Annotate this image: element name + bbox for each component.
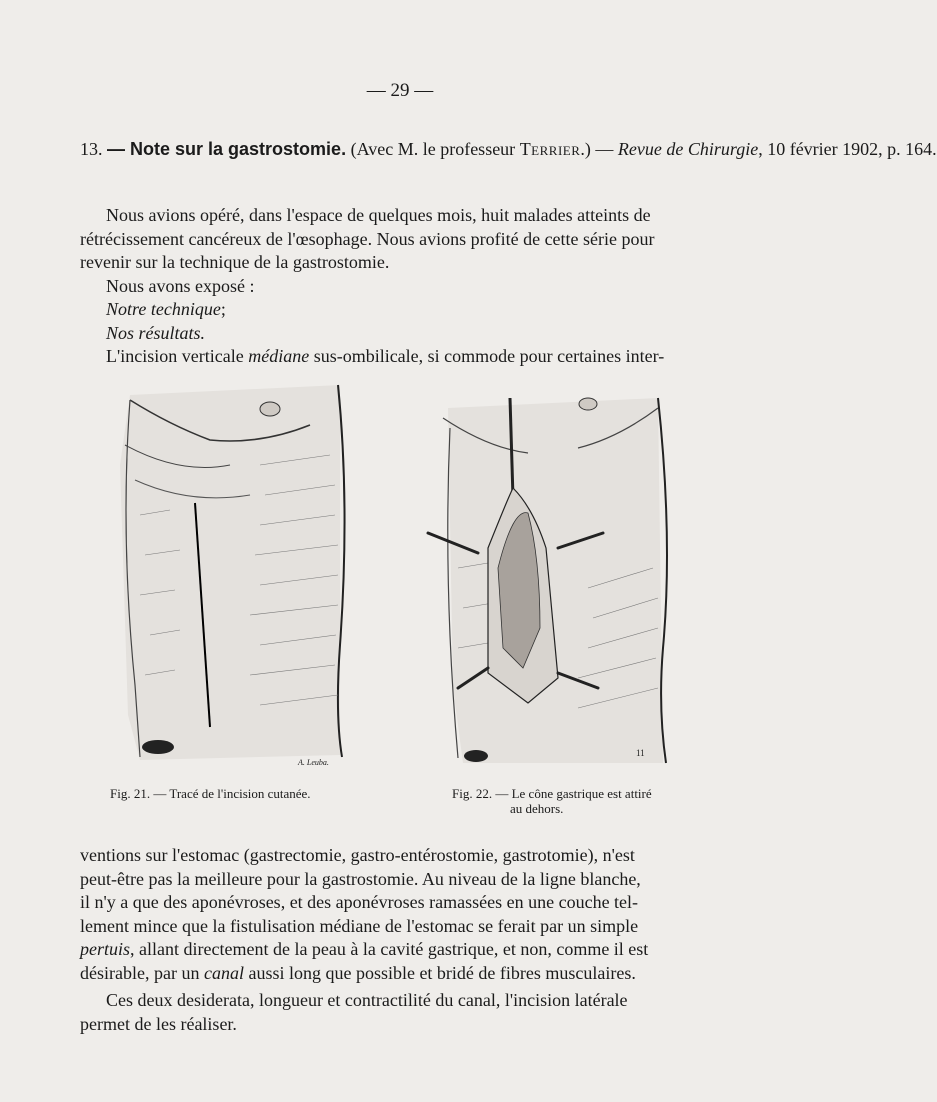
engraver-signature: A. Leuba. [298,758,329,767]
bibliography-entry [80,138,937,162]
list-item-technique-end: ; [220,299,226,319]
entry-date: , 10 février 1902, p. 164. [758,139,937,159]
entry-collab-pre: (Avec M. le professeur [350,139,516,159]
entry-collab-name: Terrier [519,139,581,159]
conclusion-line-1: Ces deux desiderata, longueur et contractilité du canal, l'incision latérale [106,990,628,1010]
entry-title: Note sur la gastrostomie. [130,139,347,159]
incision-line-em: médiane [248,346,310,366]
continuation-line-4: lement mince que la fistulisation médiane de l'estomac se ferait par un simple [80,915,639,936]
entry-dash: — [107,139,125,159]
figure-22-caption-line-1: Fig. 22. — Le cône gastrique est attiré [452,786,652,801]
entry-collab-post: .) — [580,139,614,159]
page-number: — 29 — [366,80,434,101]
figure-22-illustration [428,388,678,783]
incision-line-pre: L'incision verticale [106,346,244,366]
intro-line-1: Nous avions opéré, dans l'espace de quelques mois, huit malades atteints de [106,205,651,225]
pertuis-term: pertuis [80,939,131,959]
paragraph-continuation [80,844,726,1036]
continuation-line-1: ventions sur l'estomac (gastrectomie, gastro-entérostomie, gastrotomie), n'est [80,845,635,865]
intro-line-3: revenir sur la technique de la gastrostomie. [80,252,390,272]
paragraph-intro [80,204,726,369]
figure-21-caption: Fig. 21. — Tracé de l'incision cutanée. [110,786,311,801]
entry-journal: Revue de Chirurgie [617,139,759,159]
entry-number: 13. [80,139,103,159]
continuation-line-6-pre: désirable, par un [80,962,200,983]
figure-21-illustration [110,385,360,785]
figure-22-mark: 11 [636,748,645,758]
continuation-line-5: , allant directement de la peau à la cavité gastrique, et non, comme il est [130,939,649,959]
intro-line-2: rétrécissement cancéreux de l'œsophage. Nous avions profité de cette série pour [80,228,655,249]
expose-line: Nous avons exposé : [106,275,255,296]
continuation-line-3: il n'y a que des aponévroses, et des aponévroses ramassées en une couche tel- [80,892,639,912]
continuation-line-6-post: aussi long que possible et bridé de fibres musculaires. [248,962,636,983]
incision-line-post: sus-ombilicale, si commode pour certaines inter- [313,346,665,366]
figure-22-caption [452,786,652,816]
list-item-technique: Notre technique [106,299,221,319]
list-item-resultats: Nos résultats. [106,322,206,343]
canal-term: canal [203,962,244,983]
conclusion-line-2: permet de les réaliser. [80,1013,237,1034]
figure-22-caption-line-2: au dehors. [510,801,564,816]
continuation-line-2: peut-être pas la meilleure pour la gastrostomie. Au niveau de la ligne blanche, [80,868,641,889]
